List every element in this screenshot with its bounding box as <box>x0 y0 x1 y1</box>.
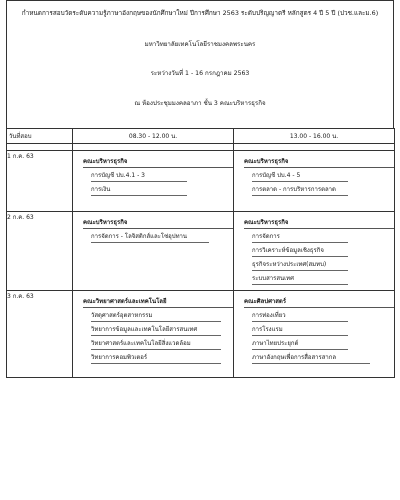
subject-item: การวิเคราะห์ข้อมูลเชิงธุรกิจ <box>252 246 348 257</box>
subject-item: การจัดการ - โลจิสติกส์และโซ่อุปทาน <box>91 232 209 243</box>
subject-item: การจัดการ <box>252 232 348 243</box>
university-name: มหาวิทยาลัยเทคโนโลยีราชมงคลพระนคร <box>144 41 256 48</box>
column-header-morning: 08.30 - 12.00 น. <box>73 129 234 144</box>
subject-item: การท่องเที่ยว <box>252 311 348 322</box>
subject-item: วิทยาศาสตร์และเทคโนโลยีสิ่งแวดล้อม <box>91 339 221 350</box>
document-header <box>6 0 394 128</box>
subject-item: การบัญชี ปบ.4 - 5 <box>252 171 348 182</box>
table-header-row <box>7 129 395 144</box>
morning-slot <box>73 151 234 212</box>
subject-item: ภาษาไทยประยุกต์ <box>252 339 348 350</box>
subject-item: การเงิน <box>91 185 187 196</box>
faculty-name: คณะบริหารธุรกิจ <box>244 217 394 229</box>
afternoon-slot <box>234 151 395 212</box>
exam-day: 3 ก.ค. 63 <box>7 291 73 378</box>
afternoon-slot <box>234 212 395 291</box>
schedule-table <box>6 128 395 378</box>
column-header-day: วันที่สอบ <box>7 129 73 144</box>
faculty-name: คณะวิทยาศาสตร์และเทคโนโลยี <box>83 296 233 308</box>
subject-item: ธุรกิจระหว่างประเทศ(สมทบ) <box>252 260 348 271</box>
subject-item: วิทยาการข้อมูลและเทคโนโลยีสารสนเทศ <box>91 325 221 336</box>
subject-item: ระบบสารสนเทศ <box>252 274 348 285</box>
faculty-name: คณะบริหารธุรกิจ <box>244 156 394 168</box>
subject-item: ภาษาอังกฤษเพื่อการสื่อสารสากล <box>252 353 370 364</box>
venue: ณ ห้องประชุมมงคลอาภา ชั้น 3 คณะบริหารธุรกิจ <box>134 100 266 107</box>
faculty-name: คณะบริหารธุรกิจ <box>83 156 233 168</box>
subject-item: วิทยาการคอมพิวเตอร์ <box>91 353 221 364</box>
table-row <box>7 212 395 291</box>
table-spacer-row <box>7 144 395 151</box>
morning-slot <box>73 291 234 378</box>
exam-day: 2 ก.ค. 63 <box>7 212 73 291</box>
subject-item: การบัญชี ปบ.4.1 - 3 <box>91 171 187 182</box>
date-range: ระหว่างวันที่ 1 - 16 กรกฎาคม 2563 <box>150 70 250 77</box>
faculty-name: คณะศิลปศาสตร์ <box>244 296 394 308</box>
morning-slot <box>73 212 234 291</box>
document-title: กำหนดการสอบวัดระดับความรู้ภาษาอังกฤษของนักศึกษาใหม่ ปีการศึกษา 2563 ระดับปริญญาตรี หลักสูตร 4 ปี 5 ปี (ปวช.และม.6) <box>21 9 379 17</box>
faculty-name: คณะบริหารธุรกิจ <box>83 217 233 229</box>
table-row <box>7 291 395 378</box>
exam-day: 1 ก.ค. 63 <box>7 151 73 212</box>
table-row <box>7 151 395 212</box>
subject-item: วัสดุศาสตร์อุตสาหกรรม <box>91 311 221 322</box>
afternoon-slot <box>234 291 395 378</box>
column-header-afternoon: 13.00 - 16.00 น. <box>234 129 395 144</box>
subject-item: การโรงแรม <box>252 325 348 336</box>
subject-item: การตลาด - การบริหารการตลาด <box>252 185 348 196</box>
